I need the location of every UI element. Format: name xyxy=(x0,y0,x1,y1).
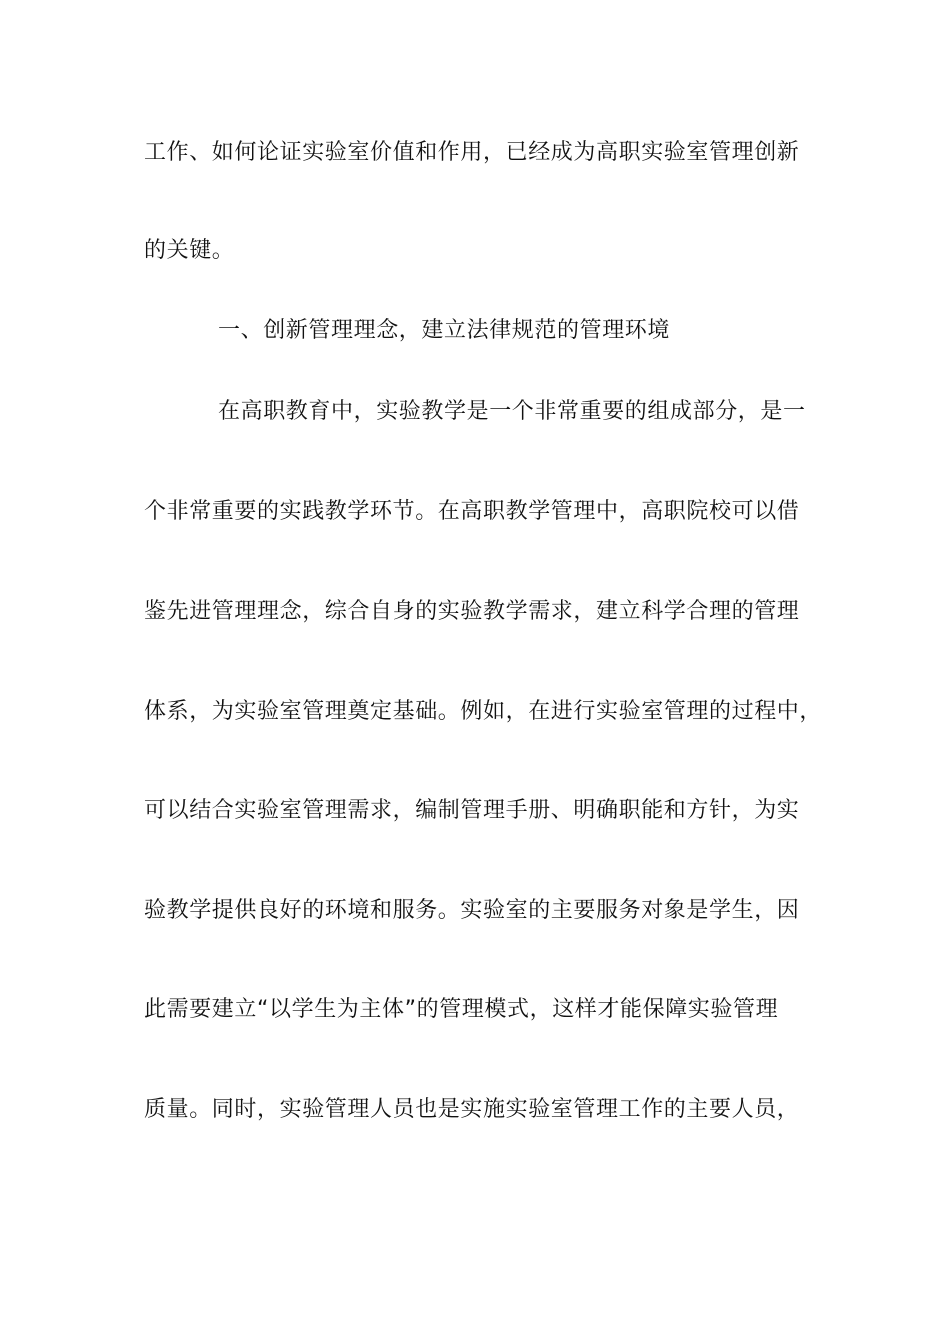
paragraph-line: 个非常重要的实践教学环节。在高职教学管理中，高职院校可以借 xyxy=(144,499,800,524)
paragraph-line: 可以结合实验室管理需求，编制管理手册、明确职能和方针，为实 xyxy=(144,798,800,823)
paragraph-line: 验教学提供良好的环境和服务。实验室的主要服务对象是学生，因 xyxy=(144,898,800,923)
paragraph-line: 此需要建立“以学生为主体”的管理模式，这样才能保障实验管理 xyxy=(144,997,779,1022)
paragraph-line: 鉴先进管理理念，综合自身的实验教学需求，建立科学合理的管理 xyxy=(144,599,800,624)
paragraph-line: 的关键。 xyxy=(144,238,235,263)
section-heading: 一、创新管理理念，建立法律规范的管理环境 xyxy=(218,318,671,343)
paragraph-line: 质量。同时，实验管理人员也是实施实验室管理工作的主要人员， xyxy=(144,1097,800,1122)
paragraph-line: 在高职教育中，实验教学是一个非常重要的组成部分，是一 xyxy=(218,399,806,424)
paragraph-line: 工作、如何论证实验室价值和作用，已经成为高职实验室管理创新 xyxy=(144,140,800,165)
paragraph-line: 体系，为实验室管理奠定基础。例如，在进行实验室管理的过程中， xyxy=(144,699,823,724)
